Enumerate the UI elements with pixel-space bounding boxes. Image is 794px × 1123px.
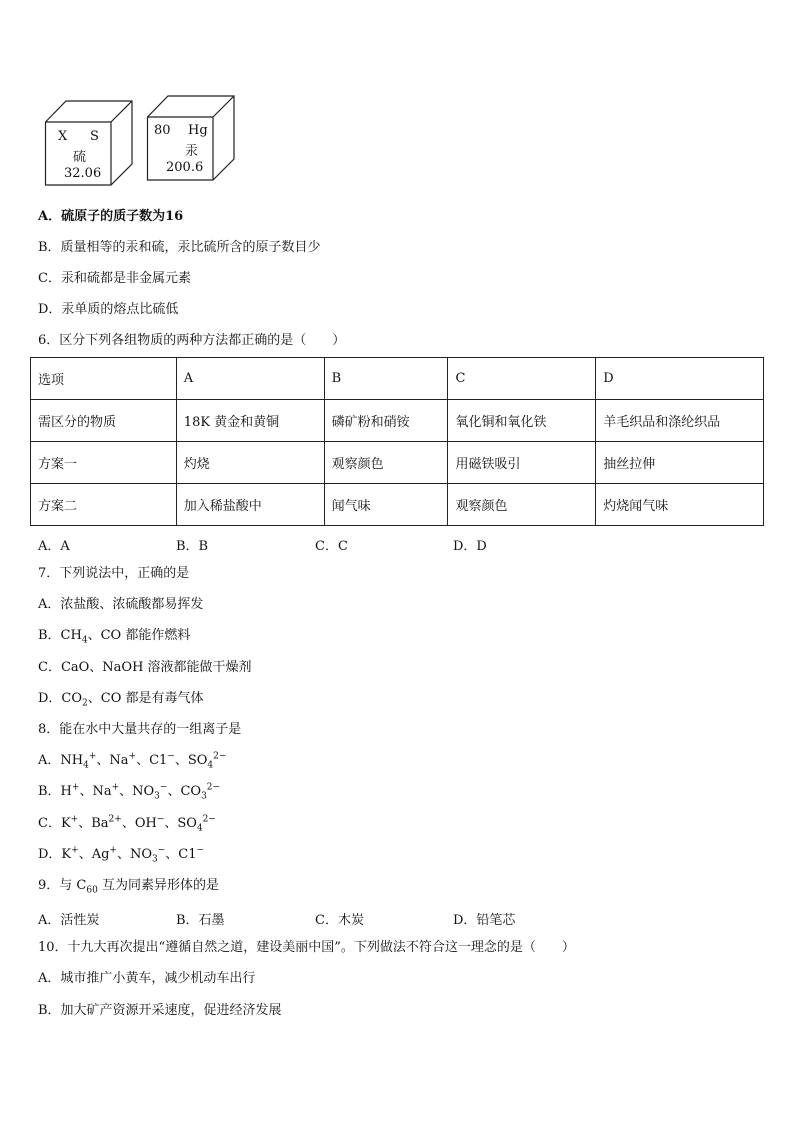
q8-option-c [38, 816, 216, 832]
ion-text: 、Ba [78, 816, 109, 831]
q5-option-d: D．汞单质的熔点比硫低 [38, 302, 179, 317]
ion-charge: + [71, 782, 80, 793]
table-cell: 需区分的物质 [31, 400, 177, 442]
sulfur-number: X [58, 129, 68, 144]
q5-option-c: C．汞和硫都是非金属元素 [38, 271, 191, 286]
ion-charge: − [157, 845, 166, 856]
q7-b-subscript: 4 [81, 635, 88, 646]
mercury-mass: 200.6 [166, 160, 204, 175]
q7-d-text: D．CO [38, 691, 83, 706]
ion-charge: − [167, 751, 175, 762]
ion-text: D．K [38, 847, 72, 862]
q7-b-text-rest: 、CO 都能作燃料 [87, 628, 191, 643]
mercury-symbol: Hg [188, 123, 208, 138]
mercury-element-card [147, 95, 237, 181]
q7-b-text: B．CH [38, 628, 82, 643]
table-cell: 用磁铁吸引 [448, 442, 596, 484]
q7-option-a: A．浓盐酸、浓硫酸都易挥发 [38, 597, 204, 612]
q10-option-b: B．加大矿产资源开采速度，促进经济发展 [38, 1003, 282, 1018]
mercury-name: 汞 [185, 144, 199, 159]
q6-choices [38, 535, 738, 554]
q6-table [30, 357, 764, 526]
table-cell: 方案二 [31, 484, 177, 526]
table-cell: 方案一 [31, 442, 177, 484]
table-cell: 灼烧闻气味 [596, 484, 764, 526]
ion-charge: + [71, 845, 79, 856]
table-cell: 18K 黄金和黄铜 [176, 400, 324, 442]
ion-charge: + [70, 814, 79, 825]
q7-option-c: C．CaO、NaOH 溶液都能做干燥剂 [38, 660, 252, 675]
ion-charge: − [159, 782, 168, 793]
q5-option-b: B．质量相等的汞和硫，汞比硫所含的原子数目少 [38, 240, 321, 255]
q9-choice-a: A．活性炭 [38, 913, 100, 928]
ion-text: 、C1 [136, 753, 168, 768]
q9-stem-text: 9．与 C [38, 878, 87, 893]
q6-choice-c: C．C [315, 539, 348, 554]
table-cell: 加入稀盐酸中 [176, 484, 324, 526]
mercury-number: 80 [154, 123, 171, 138]
ion-charge: + [128, 751, 137, 762]
ion-text: C．K [38, 816, 71, 831]
q7-d-text-rest: 、CO 都是有毒气体 [87, 691, 204, 706]
ion-text: 、SO [164, 816, 197, 831]
table-cell: 磷矿粉和硝铵 [324, 400, 448, 442]
table-cell: A [176, 358, 324, 400]
q9-stem-text-rest: 互为同素异形体的是 [97, 878, 219, 893]
ion-charge: − [156, 814, 165, 825]
q9-choices [38, 909, 738, 928]
q8-stem: 8．能在水中大量共存的一组离子是 [38, 722, 242, 737]
table-cell: 氧化铜和氧化铁 [448, 400, 596, 442]
sulfur-element-card [45, 100, 135, 186]
table-cell: 观察颜色 [448, 484, 596, 526]
table-row [31, 484, 764, 526]
ion-text: 、Ag [78, 847, 110, 862]
sulfur-symbol: S [90, 129, 99, 144]
q9-stem-subscript: 60 [86, 885, 98, 896]
ion-subscript: 4 [83, 760, 89, 771]
q6-choice-b: B．B [176, 539, 209, 554]
table-row [31, 442, 764, 484]
table-row [31, 358, 764, 400]
ion-text: 、NO [116, 847, 152, 862]
ion-subscript: 3 [154, 791, 160, 802]
ion-text: 、SO [174, 753, 208, 768]
q8-option-b [38, 784, 220, 800]
table-cell: 灼烧 [176, 442, 324, 484]
ion-charge: 2+ [108, 814, 122, 825]
table-row [31, 400, 764, 442]
q9-choice-b: B．石墨 [176, 913, 225, 928]
q6-stem: 6．区分下列各组物质的两种方法都正确的是（ ） [38, 333, 346, 348]
q6-choice-a: A．A [38, 539, 70, 554]
ion-text: B．H [38, 784, 72, 799]
sulfur-mass: 32.06 [64, 166, 102, 181]
ion-text: A．NH [38, 753, 84, 768]
ion-subscript: 4 [196, 823, 203, 834]
ion-text: 、NO [119, 784, 155, 799]
table-cell: B [324, 358, 448, 400]
q8-option-a [38, 753, 226, 769]
ion-text: 、CO [167, 784, 202, 799]
q5-option-a: A．硫原子的质子数为16 [38, 209, 184, 224]
q7-d-subscript: 2 [82, 698, 88, 709]
q7-option-b [38, 628, 190, 644]
table-cell: 羊毛织品和涤纶织品 [596, 400, 764, 442]
q10-stem: 10．十九大再次提出“遵循自然之道，建设美丽中国”。下列做法不符合这一理念的是（ ） [38, 940, 575, 955]
ion-charge: + [88, 751, 97, 762]
table-cell: D [596, 358, 764, 400]
ion-charge: − [196, 845, 205, 856]
ion-subscript: 3 [201, 791, 207, 802]
ion-text: 、C1 [165, 847, 197, 862]
q8-option-d [38, 847, 204, 863]
sulfur-name: 硫 [73, 150, 87, 165]
ion-charge: + [111, 782, 120, 793]
q6-choice-d: D．D [453, 539, 487, 554]
table-cell: 选项 [31, 358, 177, 400]
q9-choice-c: C．木炭 [315, 913, 364, 928]
table-cell: 抽丝拉伸 [596, 442, 764, 484]
ion-text: 、OH [121, 816, 157, 831]
table-cell: 闻气味 [324, 484, 448, 526]
q7-option-d [38, 691, 204, 707]
ion-subscript: 3 [152, 854, 158, 865]
q7-stem: 7．下列说法中，正确的是 [38, 566, 190, 581]
q9-choice-d: D．铅笔芯 [453, 913, 516, 928]
ion-charge: + [109, 845, 117, 856]
ion-charge: 2− [213, 751, 227, 762]
table-cell: 观察颜色 [324, 442, 448, 484]
ion-text: 、Na [96, 753, 129, 768]
ion-text: 、Na [79, 784, 112, 799]
q10-option-a: A．城市推广小黄车，减少机动车出行 [38, 971, 256, 986]
ion-charge: 2− [202, 814, 216, 825]
ion-charge: 2− [206, 782, 221, 793]
table-cell: C [448, 358, 596, 400]
ion-subscript: 4 [207, 760, 214, 771]
q9-stem [38, 878, 219, 894]
